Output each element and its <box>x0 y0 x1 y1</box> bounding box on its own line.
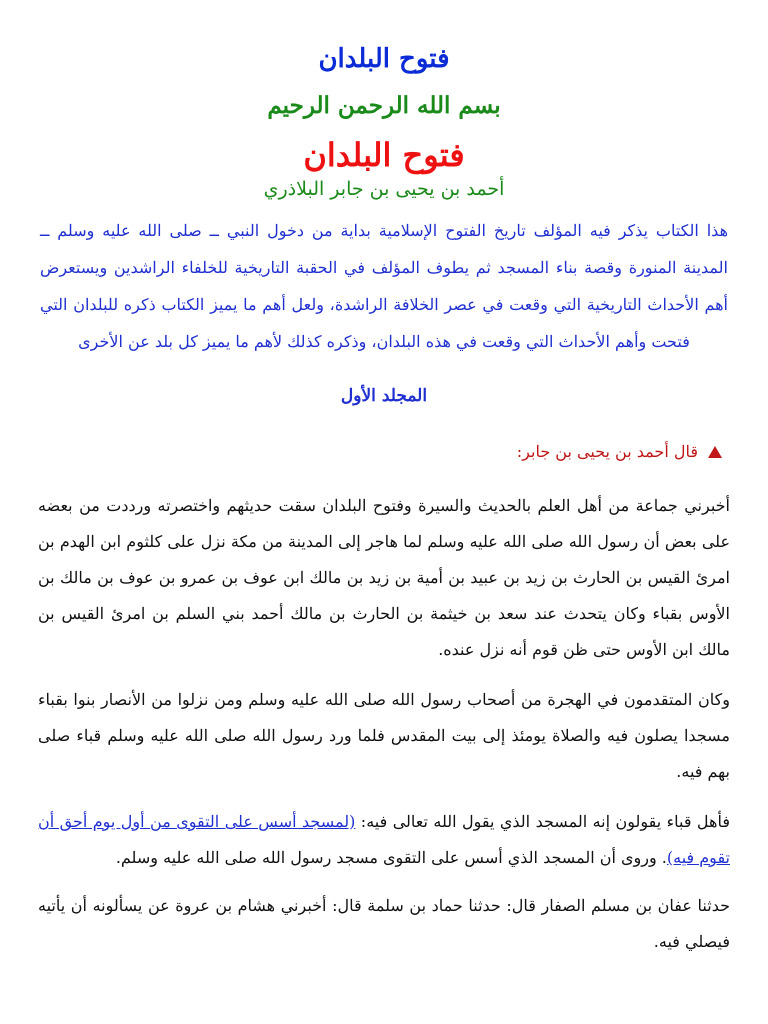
paragraph-2: وكان المتقدمون في الهجرة من أصحاب رسول الله صلى الله عليه وسلم ومن نزلوا من الأنصار بنوا بقباء مسجدا يصلون فيه والصلاة يومئذ إلى بيت المقدس فلما ورد رسول الله صلى الله عليه وسلم قباء صلى بهم فيه. <box>38 690 731 781</box>
triangle-up-icon <box>708 446 722 458</box>
paragraph-1: أخبرني جماعة من أهل العلم بالحديث والسيرة وفتوح البلدان سقت حديثهم واختصرته ورددت من بعضه على بعض أن رسول الله صلى الله عليه وسلم لما هاجر إلى المدينة من مكة نزل على كلثوم ابن الهدم بن امرئ القيس بن الحارث بن زيد بن عبيد بن أمية بن زيد بن مالك ابن عوف بن عمرو بن عوف بن مالك بن الأوس بقباء وكان يتحدث عند سعد بن خيثمة بن الحارث بن مالك أحمد بني السلم بن امرئ القيس بن مالك ابن الأوس حتى ظن قوم أنه نزل عنده. <box>38 496 730 659</box>
narrator-heading <box>517 442 722 461</box>
book-title: فتوح البلدان <box>303 136 465 174</box>
site-title: فتوح البلدان <box>318 44 450 74</box>
paragraph-3 <box>38 804 730 876</box>
paragraph-4: حدثنا عفان بن مسلم الصفار قال: حدثنا حماد بن سلمة قال: أخبرني هشام بن عروة عن يسألونه أن يأتيه فيصلي فيه. <box>38 896 730 951</box>
basmala: بسم الله الرحمن الرحيم <box>267 92 501 119</box>
paragraph-3-intro: فأهل قباء يقولون إنه المسجد الذي يقول الله تعالى فيه: <box>355 812 731 831</box>
volume-label: المجلد الأول <box>340 386 428 406</box>
book-description: هذا الكتاب يذكر فيه المؤلف تاريخ الفتوح الإسلامية بداية من دخول النبي ــ صلى الله عليه وسلم ــ المدينة المنورة وقصة بناء المسجد ثم يطوف المؤلف في الحقبة التاريخية للخلفاء الراشدين ويستعرض أهم الأحداث التاريخية التي وقعت في عصر الخلافة الراشدة، ولعل أهم ما يميز الكتاب ذكره للبلدان التي فتحت وأهم الأحداث التي وقعت في هذه البلدان، وذكره كذلك لأهم ما يميز كل بلد عن الأخرى <box>40 221 729 351</box>
paragraph-3-outro: . وروى أن المسجد الذي أسس على التقوى مسجد رسول الله صلى الله عليه وسلم. <box>115 848 667 867</box>
quran-verse-link[interactable]: (لمسجد أسس على التقوى من أول يوم أحق أن تقوم فيه) <box>38 812 730 867</box>
author-name: أحمد بن يحيى بن جابر البلاذري <box>263 178 505 200</box>
narrator-text: قال أحمد بن يحيى بن جابر: <box>516 442 698 461</box>
